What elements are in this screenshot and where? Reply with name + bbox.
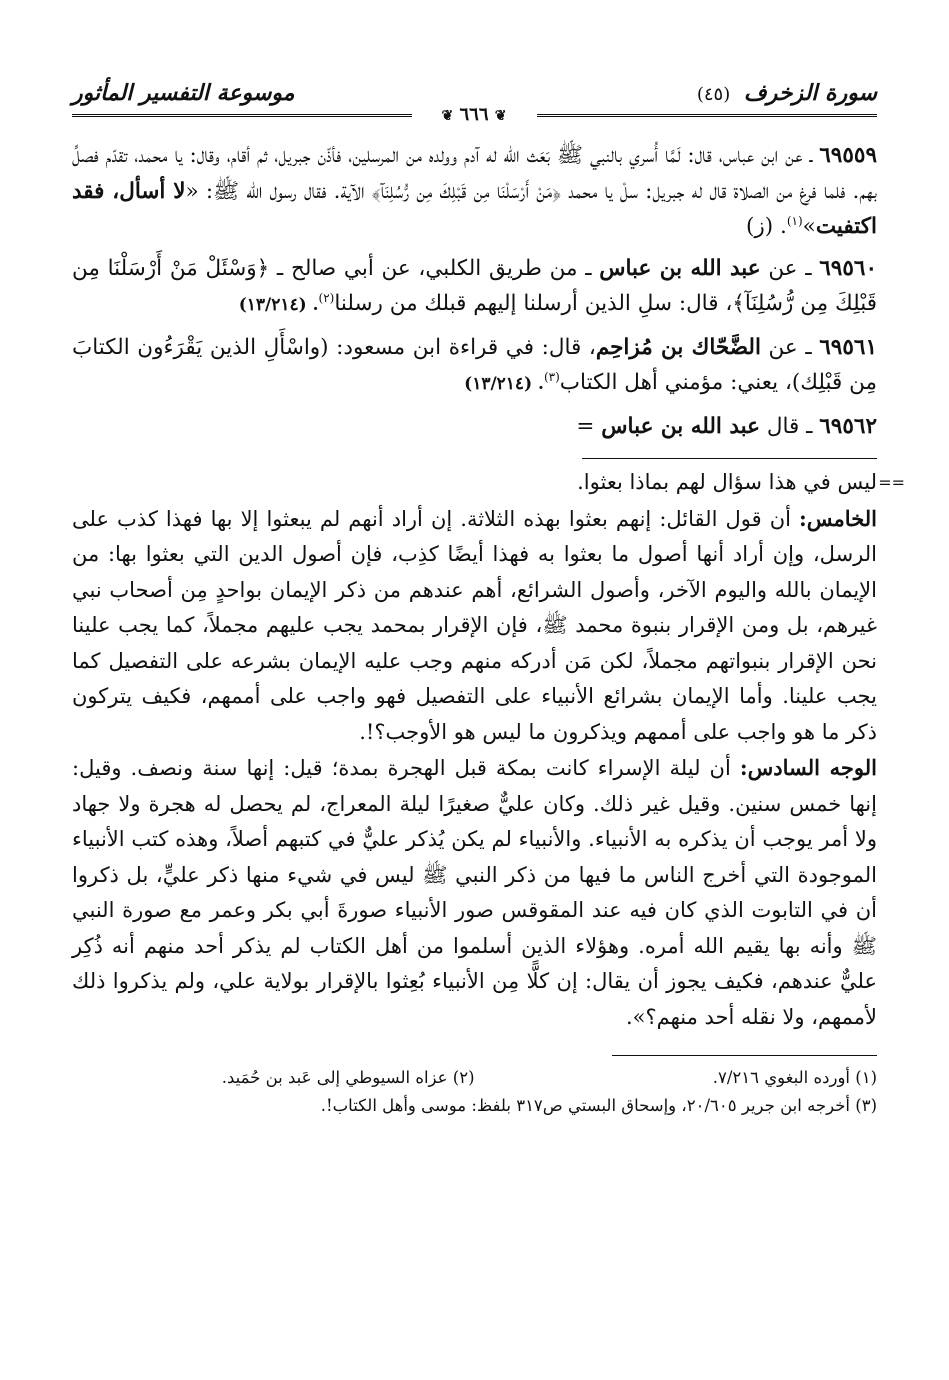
header-rule-right — [537, 114, 877, 117]
entry-ref: . (١٣/٢١٤) — [238, 295, 319, 315]
commentary-separator — [582, 458, 877, 459]
entry-text: ـ عن — [760, 255, 820, 281]
ornament-icon: ❦ — [494, 108, 507, 124]
entry-ref: . (١٣/٢١٤) — [464, 374, 544, 394]
entry-number: ٦٩٥٦٠ — [819, 255, 877, 281]
entry-bold: عبد الله بن عباس — [599, 255, 761, 281]
entry-bold: عبد الله بن عباس — [601, 413, 760, 439]
narration-entry — [72, 409, 877, 445]
page-header — [72, 70, 877, 125]
entry-text: ـ قال — [759, 413, 820, 439]
footnote-2: (٢) عزاه السيوطي إلى عَبد بن حُمَيد. — [221, 1068, 475, 1087]
header-rule-left — [72, 114, 412, 117]
footnotes — [72, 1064, 877, 1120]
book-title: موسوعة التفسير المأثور — [72, 80, 295, 106]
entry-number: ٦٩٥٦١ — [819, 334, 877, 360]
entry-bold: لا أسأل، فقد اكتفيت — [72, 178, 877, 239]
commentary-paragraph — [72, 750, 877, 1035]
entry-text: ـ عن — [760, 334, 820, 360]
entry-text: ـ عن ابن عباس، قال: لَمَّا أُسري بالنبي ﷺ بَعَث الله له آدم وولده من المرسلين، فأذّن جبريل، ثم أقام، وقال: يا محمد، تقدّم فصلِّ بهم. فلما فرغ من الصلاة قال له جبريل: سلْ يا محمد ﴿مَنْ أَرْسَلْنَا مِن قَبْلِكَ مِن رُّسُلِنَآ﴾ الآية. فقال رسول الله ﷺ: « — [72, 143, 877, 204]
main-text — [72, 138, 877, 444]
footnote-ref[interactable]: (٢) — [318, 290, 335, 305]
entry-text: ، قال: في قراءة ابن مسعود: (واسْأَلِ الذين يَقْرَءُون الكتابَ مِن قَبْلِك)، يعني: مؤمني أهل الكتاب — [72, 334, 877, 395]
footnote-ref[interactable]: (٣) — [543, 369, 560, 384]
paragraph-text: أن قول القائل: إنهم بعثوا بهذه الثلاثة. إن أراد أنهم لم يبعثوا إلا بها فهذا كذب على الرسل، وإن أراد أنها أصول ما بعثوا به فهذا أيضًا كذِب، فإن أصول الدين التي بعثوا بها: من الإيمان بالله واليوم الآخر، وأصول الشرائع، أهم عندهم من ذكر الإيمان بواحدٍ مِن أصحاب نبي غيرهم، بل ومن الإقرار بنبوة محمد ﷺ، فإن الإقرار بمحمد يجب عليهم مجملاً، كما يجب علينا نحن الإقرار بنبواتهم مجملاً، لكن مَن أدركه منهم وجب عليه الإيمان بشرعه على التفصيل كما يجب علينا. وأما الإيمان بشرائع الأنبياء على التفصيل فهو واجب على أممهم، فكيف يتركون ذكر ما هو واجب على أممهم ويذكرون ما ليس هو الأوجب؟!. — [72, 506, 877, 744]
footnote-3: (٣) أخرجه ابن جرير ٢٠/٦٠٥، وإسحاق البستي ص٣١٧ بلفظ: موسى وأهل الكتاب!. — [320, 1096, 877, 1115]
commentary-paragraph — [72, 501, 877, 751]
narration-entry — [72, 251, 877, 324]
paragraph-lead: الوجه السادس: — [739, 755, 877, 780]
page — [72, 70, 905, 1120]
ornament-icon: ❦ — [441, 108, 454, 124]
entry-number: ٦٩٥٥٩ — [819, 143, 877, 168]
footnote-ref[interactable]: (١) — [786, 213, 803, 228]
paragraph-lead: الخامس: — [799, 505, 877, 531]
paragraph-text: أن ليلة الإسراء كانت بمكة قبل الهجرة بمدة؛ قيل: إنها سنة ونصف. وقيل: إنها خمس سنين. وقيل غير ذلك. وكان عليٌّ صغيرًا ليلة المعراج، لم يحصل له هجرة ولا جهاد ولا أمر يوجب أن يذكره به الأنبياء. والأنبياء لم يكن يُذكر عليٌّ في كتبهم أصلاً، وهذه كتب الأنبياء الموجودة التي أخرج الناس ما فيها من ذكر النبي ﷺ ليس في شيء منها ذكر عليٍّ، بل ذكروا أن في التابوت الذي كان فيه عند المقوقس صور الأنبياء صورةَ أبي بكر وعمر مع صورة النبي ﷺ وأنه بها يقيم الله أمره. وهؤلاء الذين أسلموا من أهل الكتاب لم يذكر أحد منهم أنه ذُكِر عليٌّ عندهم، فكيف يجوز أن يقال: إن كلًّا مِن الأنبياء بُعِثوا بالإقرار بولاية علي، ولم يذكروا ذلك لأممهم، ولا نقله أحد منهم؟». — [72, 756, 877, 1029]
entry-number: ٦٩٥٦٢ — [819, 413, 877, 439]
surah-number: (٤٥) — [696, 84, 731, 105]
entry-ref: . (ز) — [746, 214, 787, 239]
commentary-first-line: ليس في هذا سؤال لهم بماذا بعثوا. — [577, 470, 877, 494]
entry-text: ـ من طريق الكلبي، عن أبي صالح ـ ﴿وَسْئَلْ مَنْ أَرْسَلْنَا مِن قَبْلِكَ مِن رُّسُلِنَآ﴾، قال: سلِ الذين أرسلنا إليهم قبلك من رسلنا — [72, 255, 877, 316]
page-number-text: ٦٦٦ — [459, 104, 489, 125]
narration-entry — [72, 330, 877, 403]
commentary — [72, 465, 905, 1035]
entry-text: = — [576, 413, 602, 439]
page-number — [414, 104, 534, 125]
entry-text: » — [802, 214, 816, 239]
footnote-1: (١) أورده البغوي ٧/٢١٦. — [712, 1068, 877, 1087]
footnote-separator — [612, 1055, 877, 1056]
surah-title — [697, 80, 877, 106]
surah-title-text: سورة الزخرف — [743, 80, 877, 106]
narration-entry — [72, 138, 877, 245]
entry-bold: الضَّحّاك بن مُزاحِم — [595, 334, 761, 360]
continuation-mark: == — [878, 473, 905, 492]
footnote-row — [72, 1064, 877, 1092]
